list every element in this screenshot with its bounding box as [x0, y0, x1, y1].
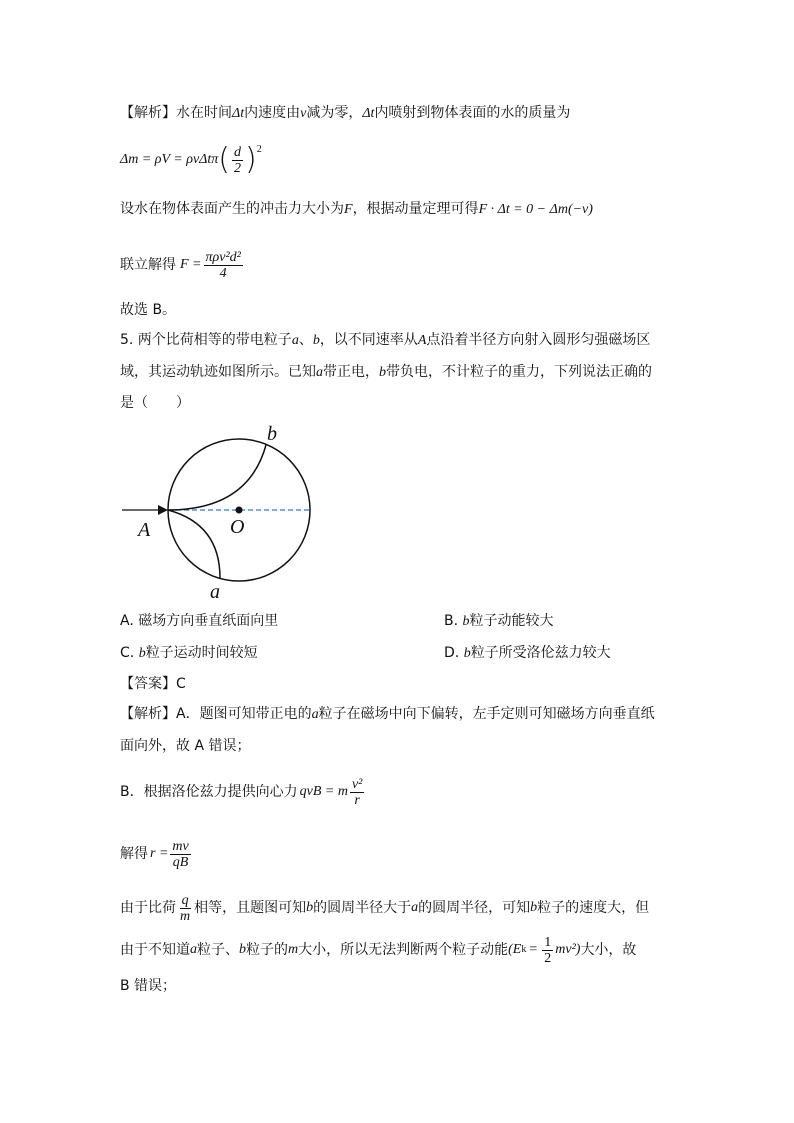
- arrow-head-icon: [158, 505, 168, 515]
- solution-line-7: B 错误；: [120, 978, 177, 994]
- fraction-F: $\frac{\text{πρv²d²}}{4}$: [205, 249, 241, 281]
- center-point: [236, 507, 243, 514]
- fraction-mv-over-qB: $\frac{mv}{qB}$: [172, 838, 189, 870]
- solution-line-5: 由于比荷 $\frac{q}{m}$ 相等，且题图可知 b 的圆周半径大于 a 的圆周半径，可知 b 粒子的速度大，但: [120, 892, 650, 924]
- solution-line-2: 面向外，故 A 错误；: [120, 738, 251, 754]
- option-D: D. b粒子所受洛伦兹力较大: [444, 645, 611, 661]
- equation-mass: Δm = ρV = ρvΔtπ ( $\frac{d}{2}$ ) $^2$: [120, 142, 262, 177]
- solution-line-3: B．根据洛伦兹力提供向心力 qvB = m $\frac{\text{v²}}{r}$: [120, 776, 363, 808]
- momentum-theorem-line: 设水在物体表面产生的冲击力大小为F，根据动量定理可得F · Δt = 0 − Δm(−v): [120, 201, 593, 217]
- solution-line-4: 解得 r = $\frac{mv}{qB}$: [120, 838, 189, 870]
- fraction-d-over-2: $\frac{d}{2}$: [234, 144, 242, 176]
- magnetic-field-diagram: [118, 420, 318, 600]
- fraction-v2-over-r: $\frac{\text{v²}}{r}$: [351, 776, 363, 808]
- choose-B-line: 故选 B。: [120, 302, 177, 318]
- answer-line: 【答案】C: [120, 676, 186, 692]
- fraction-one-half: $\frac{1}{2}$: [544, 934, 552, 966]
- label-A: A: [138, 519, 151, 541]
- fraction-q-over-m: $\frac{q}{m}$: [180, 892, 191, 924]
- analysis-line-1: 【解析】水在时间Δt内速度由v减为零，Δt内喷射到物体表面的水的质量为: [120, 105, 571, 121]
- option-A: A. 磁场方向垂直纸面向里: [120, 613, 279, 629]
- question-5-line-2: 域，其运动轨迹如图所示。已知a带正电，b带负电，不计粒子的重力，下列说法正确的: [120, 364, 652, 380]
- question-5-line-1: 5. 两个比荷相等的带电粒子a、b，以不同速率从A点沿着半径方向射入圆形匀强磁场区: [120, 332, 651, 348]
- trajectory-a: [168, 510, 220, 578]
- solve-F-line: 联立解得 F = $\frac{\text{πρv²d²}}{4}$: [120, 249, 241, 281]
- solution-line-6: 由于不知道 a 粒子、 b 粒子的 m 大小，所以无法判断两个粒子动能 (E k = $\frac{1}{2}$ mv²) 大小，故: [120, 934, 637, 966]
- option-B: B. b粒子动能较大: [444, 613, 554, 629]
- trajectory-b: [168, 445, 266, 510]
- label-O: O: [230, 516, 245, 538]
- label-b: b: [267, 423, 277, 445]
- solution-line-1: 【解析】A．题图可知带正电的a粒子在磁场中向下偏转，左手定则可知磁场方向垂直纸: [120, 706, 655, 722]
- label-a: a: [210, 581, 220, 600]
- option-C: C. b粒子运动时间较短: [120, 645, 258, 661]
- question-5-line-3: 是（ ）: [120, 395, 190, 411]
